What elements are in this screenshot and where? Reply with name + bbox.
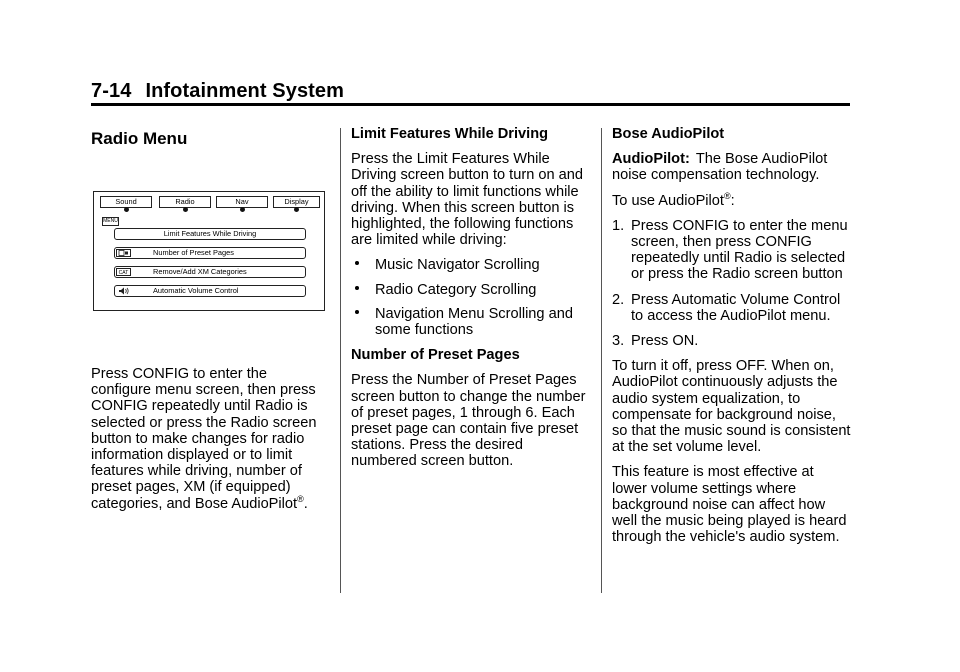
- tab-radio: Radio: [159, 196, 211, 208]
- speaker-icon: [116, 287, 131, 295]
- preset-pages-paragraph: Press the Number of Preset Pages screen button to change the number of preset pages, 1 through 6. Each preset page can contain five preset stations. Press the desired numbered screen button.: [351, 372, 586, 470]
- list-item: 1. Press CONFIG to enter the menu screen, then press CONFIG repeatedly until Radio is selected or press the Radio screen button: [612, 217, 848, 283]
- section-title: Radio Menu: [91, 129, 188, 148]
- menu-icon: MENU: [103, 218, 118, 224]
- audiopilot-off-paragraph: To turn it off, press OFF. When on, AudioPilot continuously adjusts the audio system equalization, to compensate for background noise, so that the music sound is consistent at the set volume level.: [612, 358, 851, 456]
- audiopilot-definition: AudioPilot: The Bose AudioPilot noise compensation technology.: [612, 151, 828, 184]
- list-item: Navigation Menu Scrolling and some functions: [351, 306, 588, 338]
- tab-display: Display: [273, 196, 320, 208]
- page-header: [91, 80, 344, 103]
- radio-menu-screen-illustration: [93, 191, 325, 311]
- volume-control-button: Automatic Volume Control: [114, 285, 306, 297]
- tab-indicator-dot: [124, 207, 129, 212]
- list-item: 3. Press ON.: [612, 333, 699, 350]
- audiopilot-heading: Bose AudioPilot: [612, 126, 725, 142]
- category-icon: CAT: [116, 268, 131, 276]
- limit-features-paragraph: Press the Limit Features While Driving screen button to turn on and off the ability to limit functions while driving. When this screen button is highlighted, the following functions are limited while driving:: [351, 151, 584, 249]
- column-1-text: [91, 366, 326, 521]
- column-2: [351, 126, 588, 479]
- audiopilot-label: AudioPilot:: [612, 151, 690, 168]
- tab-nav: Nav: [216, 196, 268, 208]
- radio-menu-paragraph: Press CONFIG to enter the configure menu screen, then press CONFIG repeatedly until Radio is selected or press the Radio screen button to make changes for radio information displayed or to limit features while driving, number of preset pages, XM (if equipped) categories, and Bose AudioPilot®.: [91, 366, 317, 512]
- to-use-audiopilot: To use AudioPilot®:: [612, 190, 735, 209]
- list-item: 2. Press Automatic Volume Control to access the AudioPilot menu.: [612, 291, 841, 324]
- xm-categories-button: CAT Remove/Add XM Categories: [114, 266, 306, 278]
- screen-tabs: [100, 196, 320, 208]
- tab-indicator-dot: [183, 207, 188, 212]
- list-item: Music Navigator Scrolling: [351, 257, 588, 273]
- limit-features-heading: Limit Features While Driving: [351, 126, 549, 142]
- list-item: Radio Category Scrolling: [351, 282, 588, 298]
- column-divider-2: [601, 128, 602, 593]
- page-number: 7-14: [91, 80, 132, 102]
- preset-pages-icon: [116, 249, 131, 257]
- tab-indicator-dot: [294, 207, 299, 212]
- tab-indicator-dot: [240, 207, 245, 212]
- header-rule: [91, 103, 850, 106]
- limited-functions-list: [351, 257, 588, 338]
- preset-pages-heading: Number of Preset Pages: [351, 347, 520, 364]
- chapter-title: Infotainment System: [145, 80, 345, 102]
- audiopilot-steps: [612, 218, 852, 349]
- preset-pages-button: Number of Preset Pages: [114, 247, 306, 259]
- tab-sound: Sound: [100, 196, 152, 208]
- audiopilot-effectiveness-paragraph: This feature is most effective at lower volume settings where background noise can affect how well the music being played is heard through the vehicle's audio system.: [612, 464, 847, 546]
- column-3: [612, 126, 852, 554]
- column-1: [91, 126, 326, 147]
- column-divider-1: [340, 128, 341, 593]
- limit-features-button: Limit Features While Driving: [114, 228, 306, 240]
